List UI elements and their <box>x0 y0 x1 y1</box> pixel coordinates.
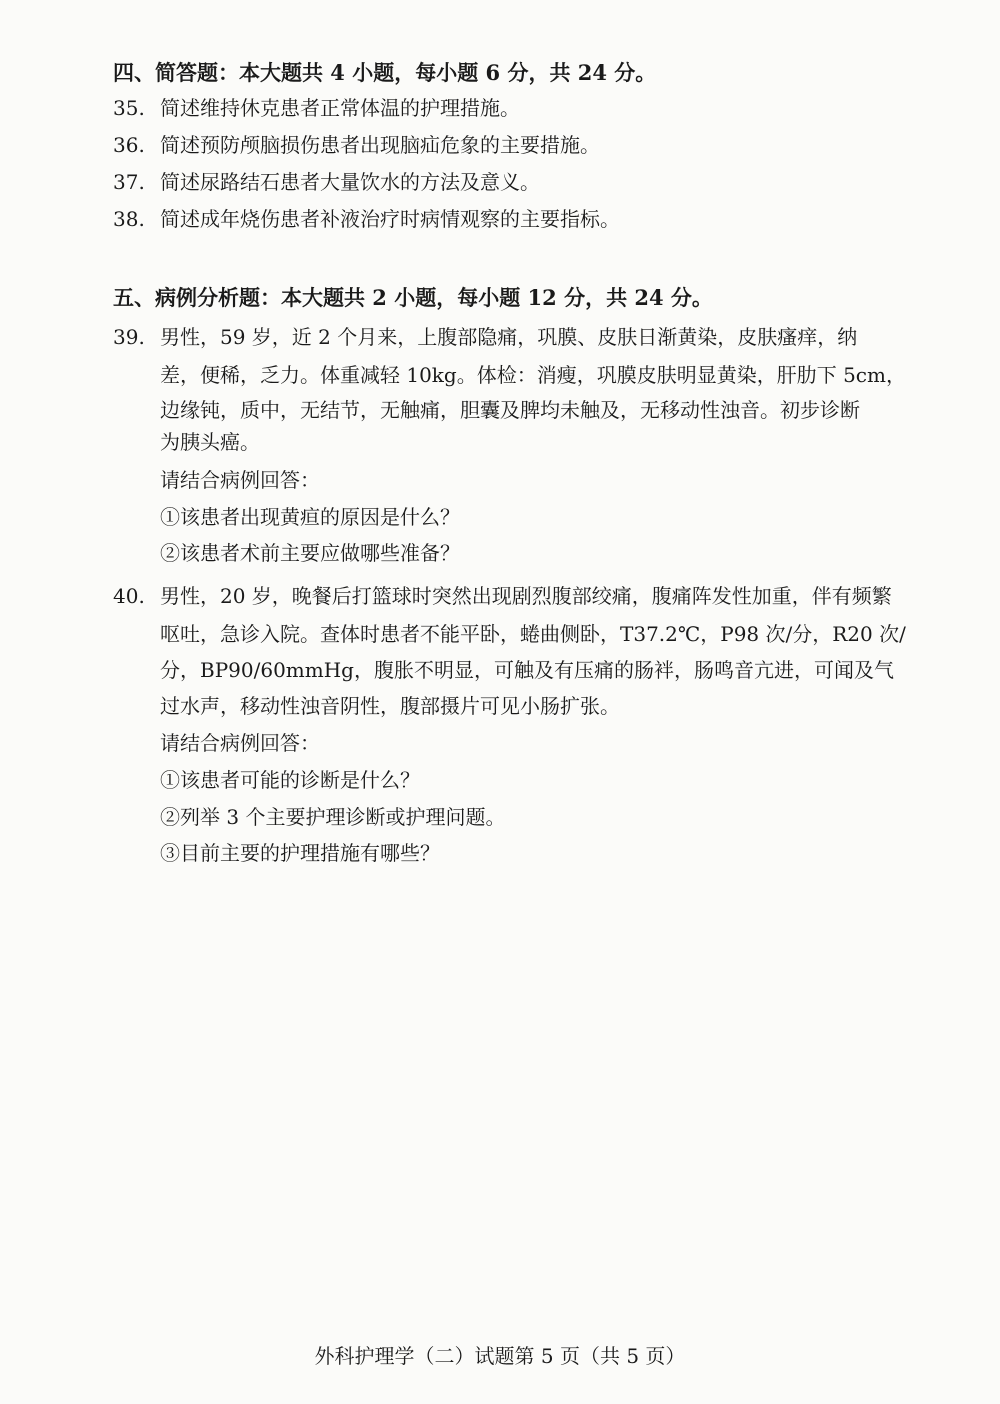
question-number: 40. <box>113 584 145 608</box>
section5-heading: 五、病例分析题：本大题共 2 小题，每小题 12 分，共 24 分。 <box>113 285 713 310</box>
case-prompt: 请结合病例回答： <box>160 731 320 755</box>
case-text-line: 呕吐，急诊入院。查体时患者不能平卧，蜷曲侧卧，T37.2℃，P98 次/分，R20 次/ <box>160 622 906 646</box>
question-number: 35. <box>113 96 145 120</box>
case-text-line: 男性，20 岁，晚餐后打篮球时突然出现剧烈腹部绞痛，腹痛阵发性加重，伴有频繁 <box>160 584 892 608</box>
question-text: 简述预防颅脑损伤患者出现脑疝危象的主要措施。 <box>160 133 600 157</box>
section4-heading: 四、简答题：本大题共 4 小题，每小题 6 分，共 24 分。 <box>113 60 657 85</box>
case-prompt: 请结合病例回答： <box>160 468 320 492</box>
sub-question: ③目前主要的护理措施有哪些？ <box>160 841 440 865</box>
case-text-line: 为胰头癌。 <box>160 430 260 454</box>
sub-question: ②列举 3 个主要护理诊断或护理问题。 <box>160 805 506 829</box>
case-text-line: 分，BP90/60mmHg，腹胀不明显，可触及有压痛的肠袢，肠鸣音亢进，可闻及气 <box>160 658 894 682</box>
question-text: 简述成年烧伤患者补液治疗时病情观察的主要指标。 <box>160 207 620 231</box>
question-number: 39. <box>113 325 145 349</box>
question-number: 37. <box>113 170 145 194</box>
case-text-line: 过水声，移动性浊音阴性，腹部摄片可见小肠扩张。 <box>160 694 620 718</box>
page-footer: 外科护理学（二）试题第 5 页（共 5 页） <box>314 1344 686 1368</box>
question-number: 36. <box>113 133 145 157</box>
question-number: 38. <box>113 207 145 231</box>
question-text: 简述维持休克患者正常体温的护理措施。 <box>160 96 520 120</box>
case-text-line: 差，便稀，乏力。体重减轻 10kg。体检：消瘦，巩膜皮肤明显黄染，肝肋下 5cm， <box>160 363 906 387</box>
question-text: 简述尿路结石患者大量饮水的方法及意义。 <box>160 170 540 194</box>
sub-question: ①该患者可能的诊断是什么？ <box>160 768 420 792</box>
sub-question: ②该患者术前主要应做哪些准备？ <box>160 541 460 565</box>
case-text-line: 男性，59 岁，近 2 个月来，上腹部隐痛，巩膜、皮肤日渐黄染，皮肤瘙痒，纳 <box>160 325 858 349</box>
sub-question: ①该患者出现黄疸的原因是什么？ <box>160 505 460 529</box>
case-text-line: 边缘钝，质中，无结节，无触痛，胆囊及脾均未触及，无移动性浊音。初步诊断 <box>160 398 860 422</box>
